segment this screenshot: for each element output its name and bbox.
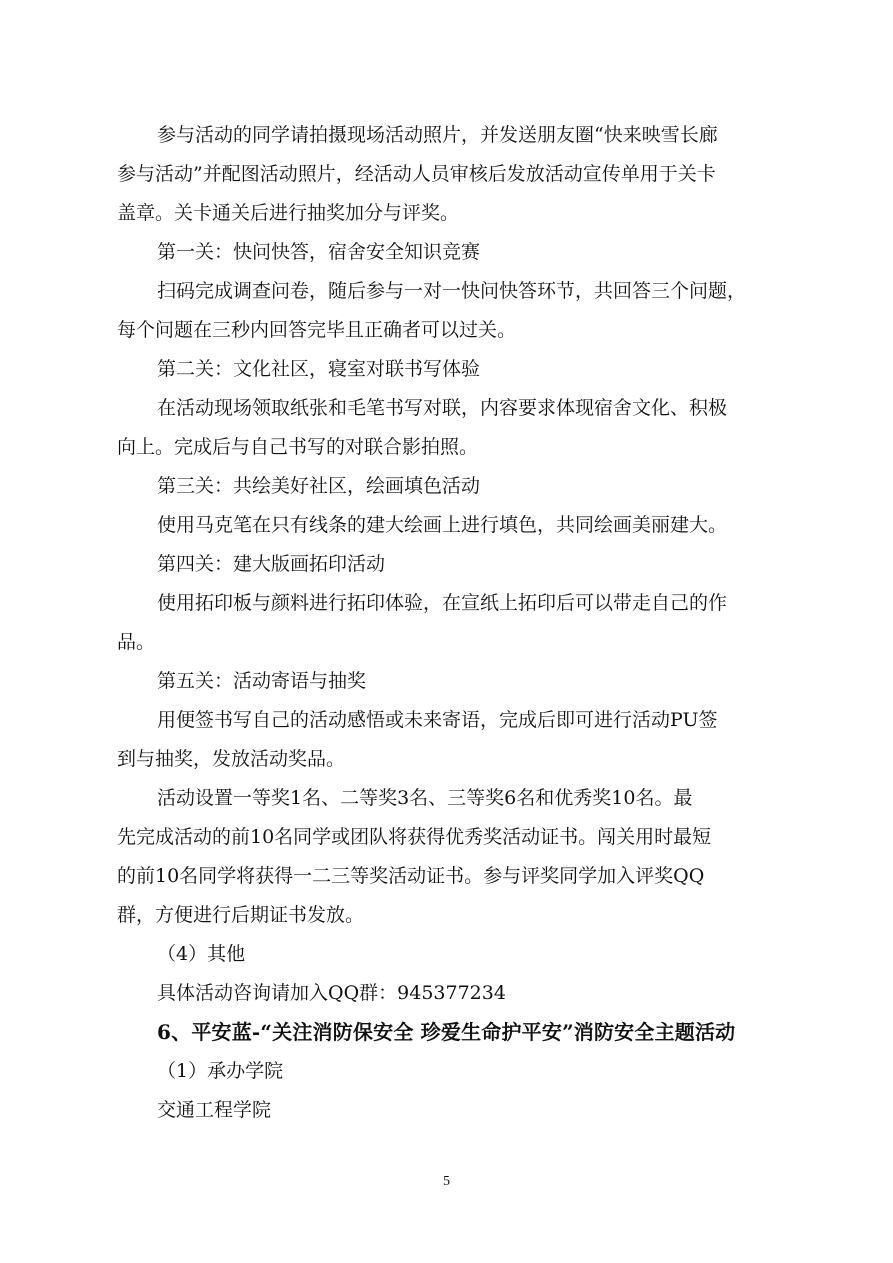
paragraph-line: 用便签书写自己的活动感悟或未来寄语，完成后即可进行活动PU签 [157, 709, 718, 731]
paragraph-line: 使用马克笔在只有线条的建大绘画上进行填色，共同绘画美丽建大。 [157, 514, 728, 536]
paragraph-line: 在活动现场领取纸张和毛笔书写对联，内容要求体现宿舍文化、积极 [157, 397, 728, 419]
paragraph-line: 扫码完成调查问卷，随后参与一对一快问快答环节，共回答三个问题， [157, 280, 747, 302]
paragraph-line: 参与活动的同学请拍摄现场活动照片，并发送朋友圈“快来映雪长廊 [157, 124, 718, 146]
paragraph-line: 向上。完成后与自己书写的对联合影拍照。 [117, 436, 479, 458]
paragraph-line: 交通工程学院 [157, 1099, 272, 1121]
paragraph-line: 到与抽奖，发放活动奖品。 [117, 748, 346, 770]
paragraph-line: 使用拓印板与颜料进行拓印体验，在宣纸上拓印后可以带走自己的作 [157, 592, 728, 614]
section-heading-stage-3: 第三关：共绘美好社区，绘画填色活动 [157, 475, 481, 497]
paragraph-line: 盖章。关卡通关后进行抽奖加分与评奖。 [117, 202, 460, 224]
section-heading-stage-4: 第四关：建大版画拓印活动 [157, 553, 386, 575]
paragraph-line: 参与活动”并配图活动照片，经活动人员审核后发放活动宣传单用于关卡 [117, 163, 716, 185]
subsection-heading-other: （4）其他 [157, 943, 246, 965]
paragraph-line: 活动设置一等奖1名、二等奖3名、三等奖6名和优秀奖10名。最 [157, 787, 693, 809]
paragraph-line: 具体活动咨询请加入QQ群：945377234 [157, 982, 506, 1004]
section-heading-stage-5: 第五关：活动寄语与抽奖 [157, 670, 367, 692]
section-heading-activity-6: 6、平安蓝-“关注消防保安全 珍爱生命护平安”消防安全主题活动 [157, 1020, 736, 1044]
section-heading-stage-1: 第一关：快问快答，宿舍安全知识竞赛 [157, 241, 481, 263]
page-number: 5 [443, 1174, 450, 1189]
paragraph-line: 群，方便进行后期证书发放。 [117, 904, 365, 926]
paragraph-line: 品。 [117, 631, 156, 653]
paragraph-line: 的前10名同学将获得一二三等奖活动证书。参与评奖同学加入评奖QQ [117, 865, 705, 887]
paragraph-line: 每个问题在三秒内回答完毕且正确者可以过关。 [117, 319, 517, 341]
section-heading-stage-2: 第二关：文化社区，寝室对联书写体验 [157, 358, 481, 380]
paragraph-line: 先完成活动的前10名同学或团队将获得优秀奖活动证书。闯关用时最短 [117, 826, 712, 848]
subsection-heading-organizer: （1）承办学院 [157, 1060, 284, 1082]
